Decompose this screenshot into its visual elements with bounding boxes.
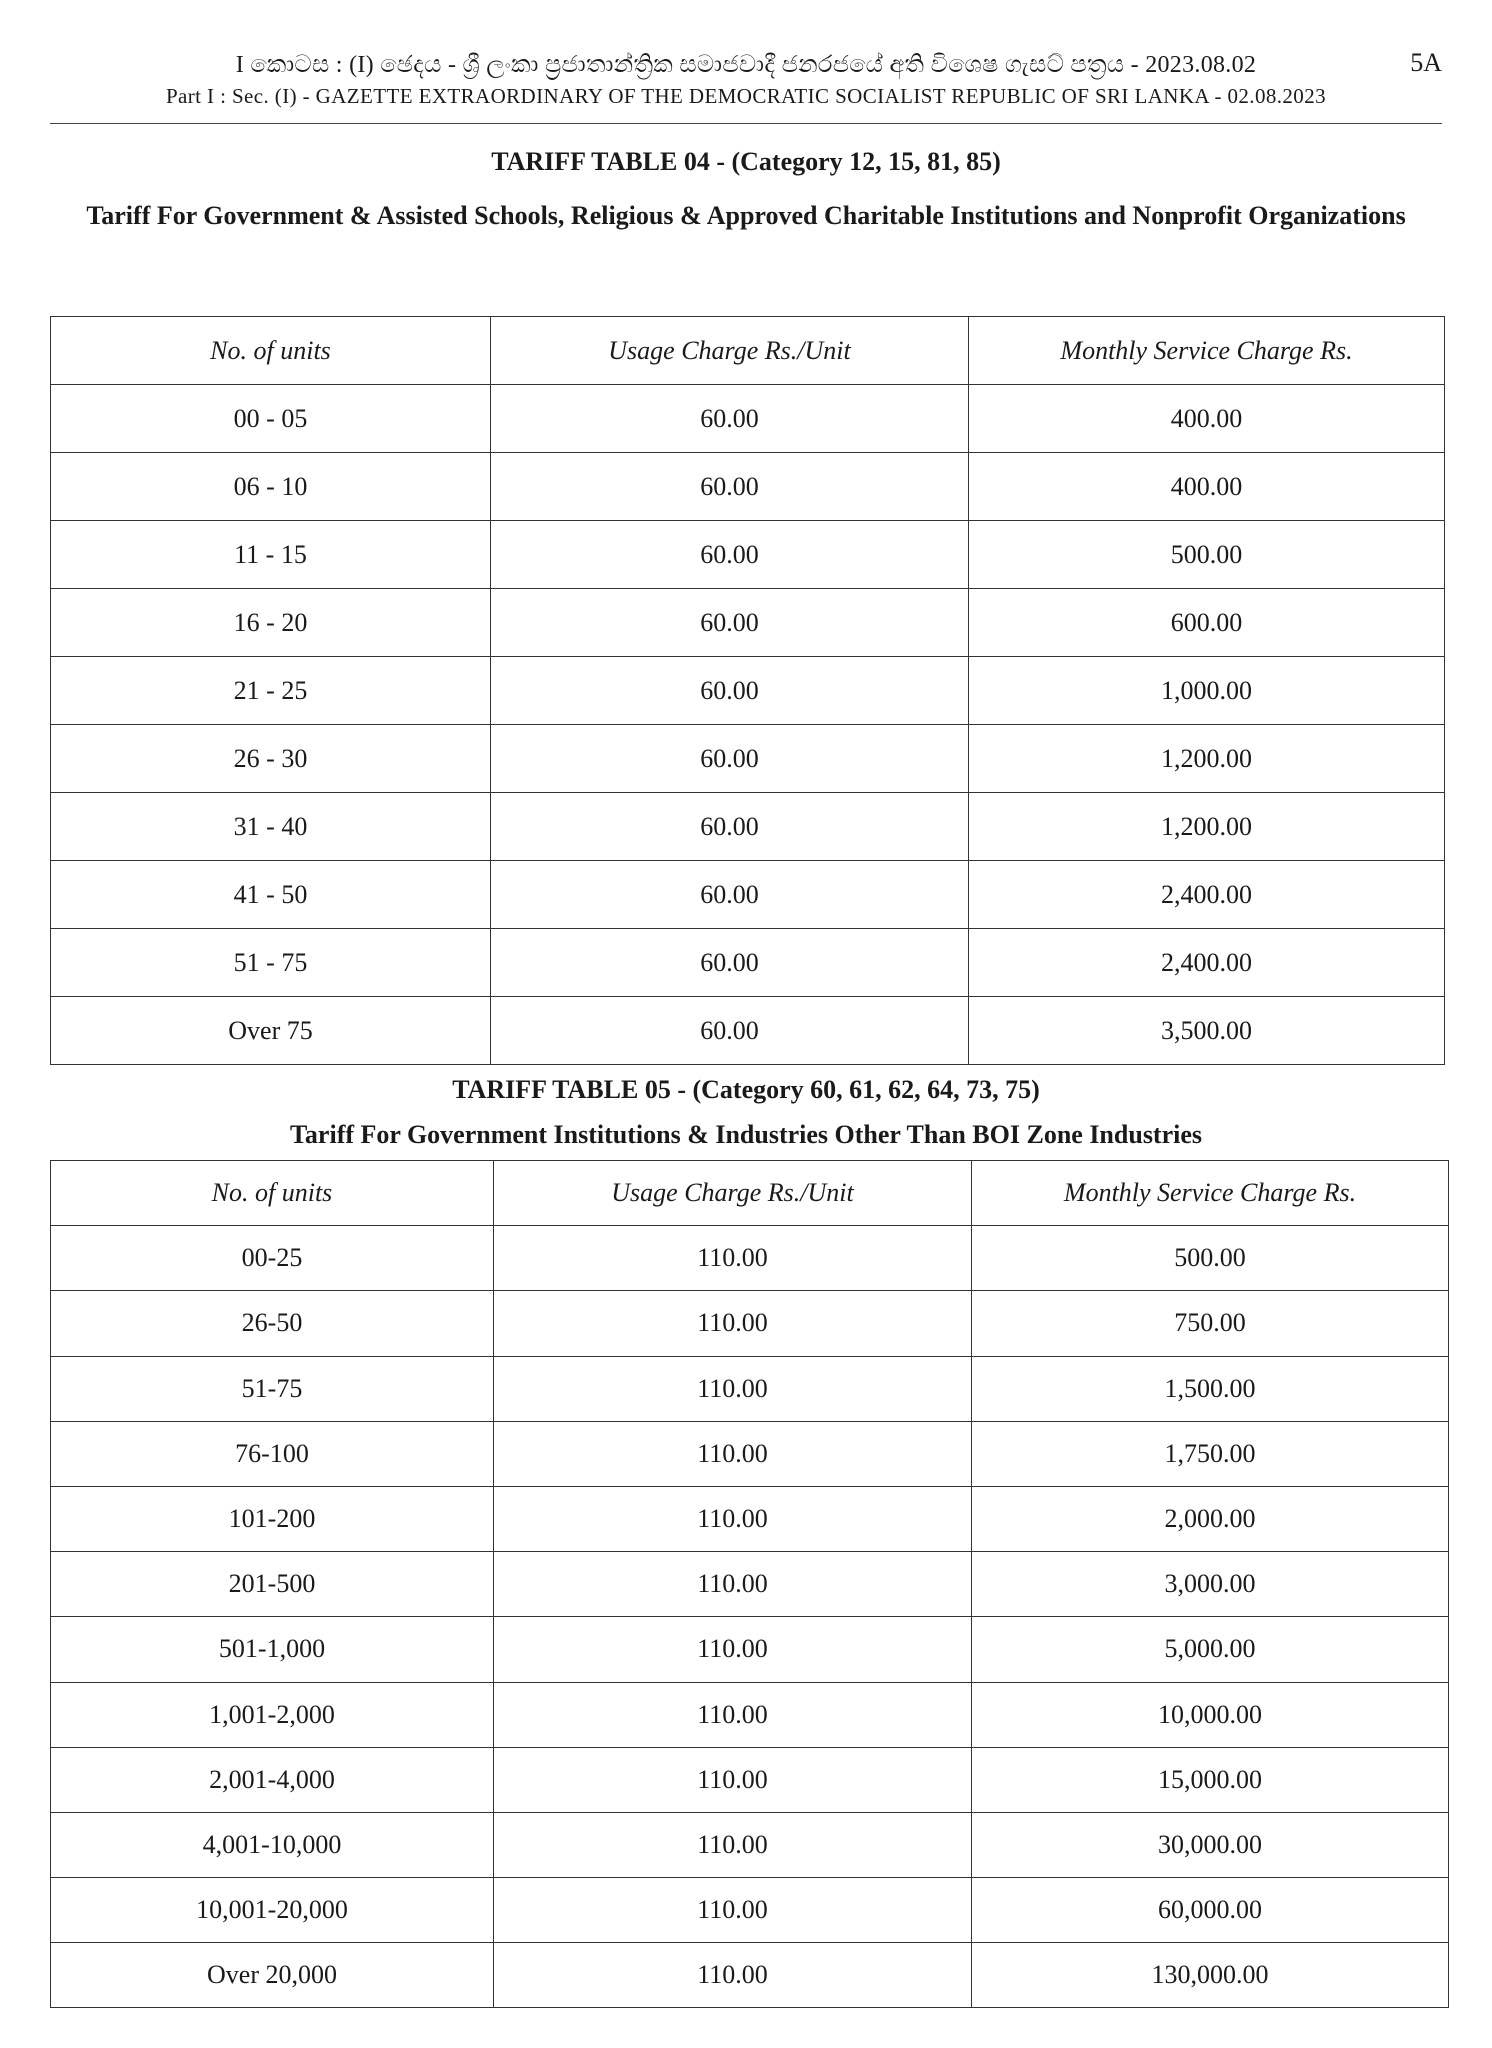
table05-body <box>51 1226 1449 2008</box>
table-row <box>51 385 1445 453</box>
service-charge-cell: 750.00 <box>972 1291 1449 1356</box>
service-charge-cell: 30,000.00 <box>972 1812 1449 1877</box>
service-charge-cell: 1,500.00 <box>972 1356 1449 1421</box>
service-charge-cell: 500.00 <box>972 1226 1449 1291</box>
table-row <box>51 1747 1449 1812</box>
usage-charge-cell: 110.00 <box>494 1291 972 1356</box>
table-row <box>51 929 1445 997</box>
table04-subtitle: Tariff For Government & Assisted Schools, Religious & Approved Charitable Institutions and Nonprofit Organizations <box>86 201 1406 230</box>
table04-title: TARIFF TABLE 04 - (Category 12, 15, 81, 85) <box>491 147 1001 176</box>
table-header-row <box>51 317 1445 385</box>
service-charge-cell: 10,000.00 <box>972 1682 1449 1747</box>
table-row <box>51 1421 1449 1486</box>
service-charge-column-header: Monthly Service Charge Rs. <box>972 1161 1449 1226</box>
usage-charge-cell: 60.00 <box>491 997 969 1065</box>
units-range-cell: 16 - 20 <box>51 589 491 657</box>
usage-charge-cell: 110.00 <box>494 1226 972 1291</box>
service-charge-cell: 400.00 <box>969 453 1445 521</box>
table-row <box>51 861 1445 929</box>
service-charge-cell: 600.00 <box>969 589 1445 657</box>
units-column-header: No. of units <box>51 317 491 385</box>
service-charge-cell: 1,750.00 <box>972 1421 1449 1486</box>
units-range-cell: 76-100 <box>51 1421 494 1486</box>
table-row <box>51 1617 1449 1682</box>
table-row <box>51 1226 1449 1291</box>
table04-body <box>51 385 1445 1065</box>
service-charge-cell: 3,500.00 <box>969 997 1445 1065</box>
service-charge-cell: 2,000.00 <box>972 1486 1449 1551</box>
usage-charge-cell: 110.00 <box>494 1812 972 1877</box>
units-column-header: No. of units <box>51 1161 494 1226</box>
service-charge-cell: 15,000.00 <box>972 1747 1449 1812</box>
usage-charge-column-header: Usage Charge Rs./Unit <box>494 1161 972 1226</box>
table-row <box>51 1356 1449 1421</box>
usage-charge-cell: 110.00 <box>494 1747 972 1812</box>
gazette-header <box>50 48 1442 124</box>
service-charge-cell: 3,000.00 <box>972 1552 1449 1617</box>
table05-subtitle: Tariff For Government Institutions & Industries Other Than BOI Zone Industries <box>289 1120 1203 1149</box>
table-row <box>51 589 1445 657</box>
english-header-line <box>50 84 1442 109</box>
service-charge-cell: 130,000.00 <box>972 1943 1449 2008</box>
table-row <box>51 1486 1449 1551</box>
units-range-cell: 31 - 40 <box>51 793 491 861</box>
units-range-cell: 501-1,000 <box>51 1617 494 1682</box>
units-range-cell: 51 - 75 <box>51 929 491 997</box>
units-range-cell: 101-200 <box>51 1486 494 1551</box>
service-charge-cell: 60,000.00 <box>972 1878 1449 1943</box>
units-range-cell: 4,001-10,000 <box>51 1812 494 1877</box>
usage-charge-cell: 60.00 <box>491 521 969 589</box>
units-range-cell: 41 - 50 <box>51 861 491 929</box>
table-row <box>51 1291 1449 1356</box>
units-range-cell: 00-25 <box>51 1226 494 1291</box>
units-range-cell: 26 - 30 <box>51 725 491 793</box>
units-range-cell: 00 - 05 <box>51 385 491 453</box>
service-charge-cell: 2,400.00 <box>969 929 1445 997</box>
units-range-cell: Over 20,000 <box>51 1943 494 2008</box>
table-row <box>51 997 1445 1065</box>
usage-charge-cell: 110.00 <box>494 1682 972 1747</box>
service-charge-cell: 1,200.00 <box>969 793 1445 861</box>
table-row <box>51 1552 1449 1617</box>
table-row <box>51 453 1445 521</box>
table05-title: TARIFF TABLE 05 - (Category 60, 61, 62, 64, 73, 75) <box>452 1075 1040 1104</box>
part-section-label: Part I : Sec. (I) <box>165 84 297 108</box>
table-header-row <box>51 1161 1449 1226</box>
table-row <box>51 1943 1449 2008</box>
units-range-cell: 2,001-4,000 <box>51 1747 494 1812</box>
tariff-table-05 <box>50 1160 1449 2008</box>
table-row <box>51 657 1445 725</box>
usage-charge-cell: 110.00 <box>494 1943 972 2008</box>
usage-charge-cell: 60.00 <box>491 725 969 793</box>
service-charge-cell: 400.00 <box>969 385 1445 453</box>
gazette-title-text: - GAZETTE EXTRAORDINARY OF THE DEMOCRATIC SOCIALIST REPUBLIC OF SRI LANKA - 02.08.2023 <box>296 84 1327 108</box>
usage-charge-cell: 110.00 <box>494 1486 972 1551</box>
usage-charge-cell: 60.00 <box>491 657 969 725</box>
service-charge-cell: 5,000.00 <box>972 1617 1449 1682</box>
table-row <box>51 521 1445 589</box>
usage-charge-cell: 60.00 <box>491 589 969 657</box>
usage-charge-cell: 110.00 <box>494 1552 972 1617</box>
units-range-cell: 06 - 10 <box>51 453 491 521</box>
service-charge-cell: 500.00 <box>969 521 1445 589</box>
usage-charge-cell: 60.00 <box>491 861 969 929</box>
usage-charge-cell: 110.00 <box>494 1356 972 1421</box>
units-range-cell: 11 - 15 <box>51 521 491 589</box>
usage-charge-cell: 60.00 <box>491 385 969 453</box>
units-range-cell: 10,001-20,000 <box>51 1878 494 1943</box>
units-range-cell: 1,001-2,000 <box>51 1682 494 1747</box>
service-charge-cell: 1,000.00 <box>969 657 1445 725</box>
units-range-cell: 21 - 25 <box>51 657 491 725</box>
units-range-cell: 201-500 <box>51 1552 494 1617</box>
service-charge-cell: 1,200.00 <box>969 725 1445 793</box>
table-row <box>51 1812 1449 1877</box>
service-charge-column-header: Monthly Service Charge Rs. <box>969 317 1445 385</box>
table-row <box>51 725 1445 793</box>
usage-charge-cell: 60.00 <box>491 793 969 861</box>
service-charge-cell: 2,400.00 <box>969 861 1445 929</box>
page-number: 5A <box>1410 48 1442 77</box>
usage-charge-cell: 110.00 <box>494 1878 972 1943</box>
sinhala-header-line: I කොටස : (I) ඡෙදය - ශ්‍රී ලංකා ප්‍රජාතාන්ත්‍රික සමාජවාදී ජනරජයේ අති විශෙෂ ගැසට් පත්‍රය - 2023.08.02 <box>235 52 1257 78</box>
units-range-cell: 26-50 <box>51 1291 494 1356</box>
usage-charge-cell: 110.00 <box>494 1421 972 1486</box>
table-row <box>51 1878 1449 1943</box>
usage-charge-column-header: Usage Charge Rs./Unit <box>491 317 969 385</box>
units-range-cell: Over 75 <box>51 997 491 1065</box>
usage-charge-cell: 110.00 <box>494 1617 972 1682</box>
table-row <box>51 793 1445 861</box>
usage-charge-cell: 60.00 <box>491 453 969 521</box>
units-range-cell: 51-75 <box>51 1356 494 1421</box>
table-row <box>51 1682 1449 1747</box>
usage-charge-cell: 60.00 <box>491 929 969 997</box>
tariff-table-04 <box>50 316 1445 1065</box>
